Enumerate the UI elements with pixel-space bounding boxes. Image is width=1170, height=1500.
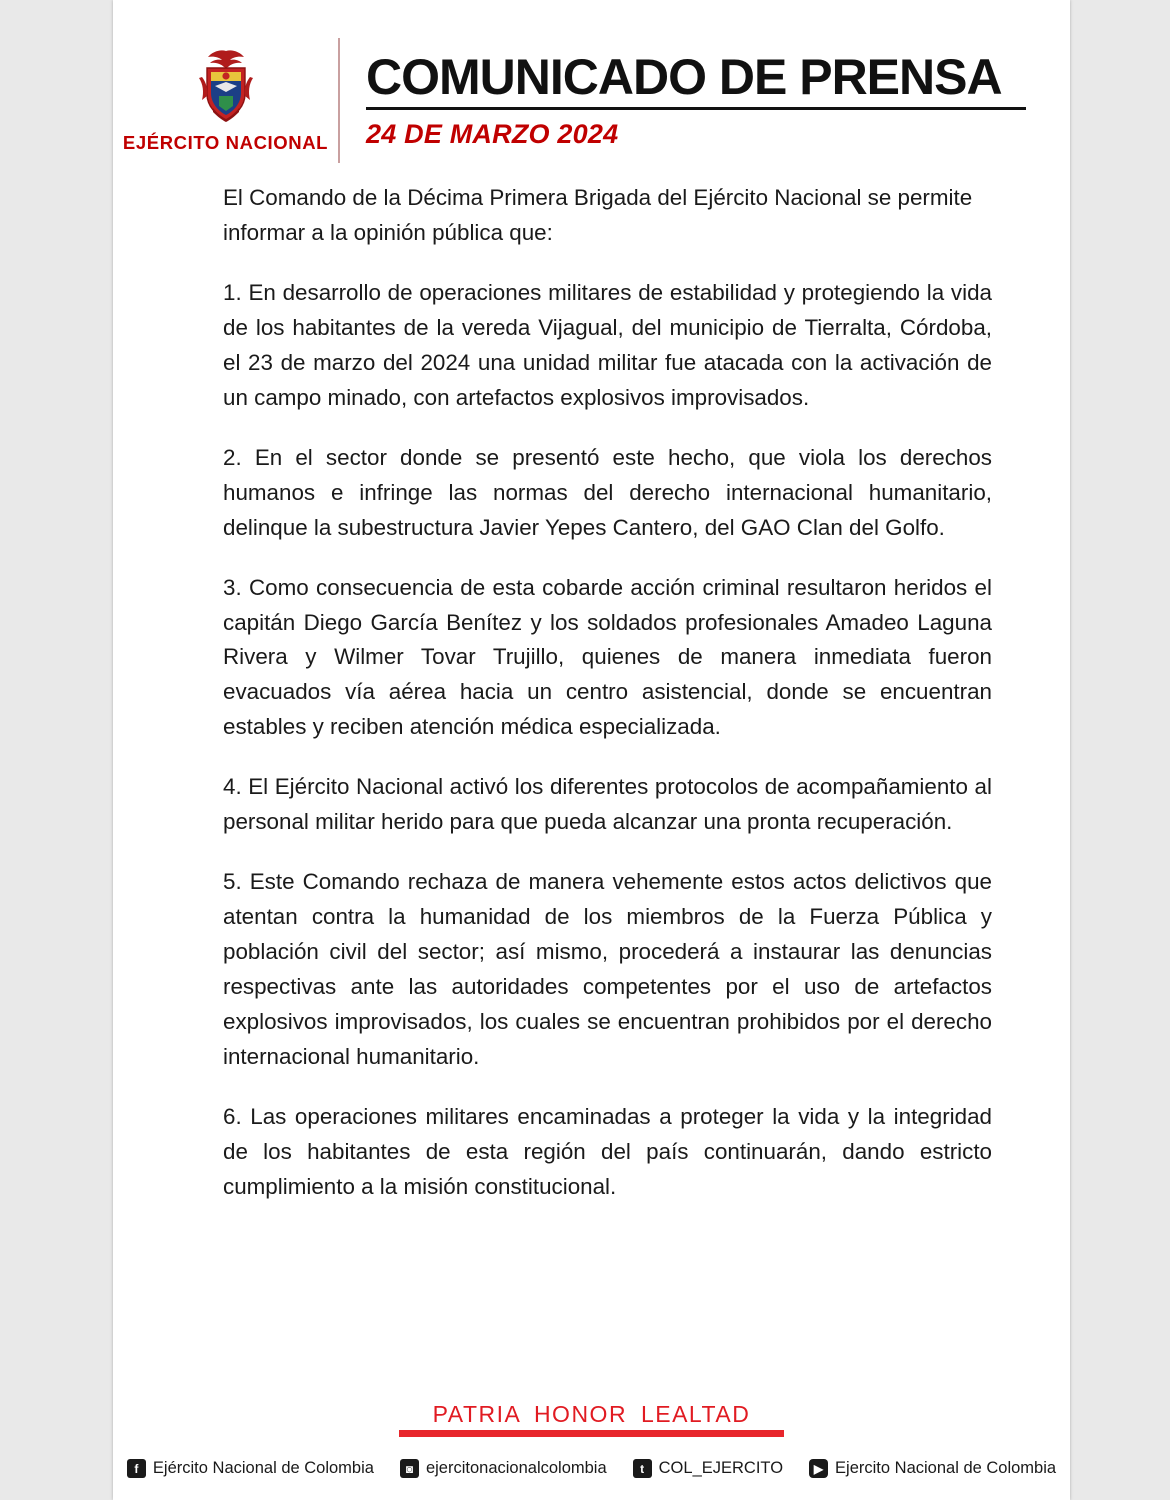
title-underline <box>366 107 1026 110</box>
header-divider <box>338 38 340 163</box>
document-body <box>113 171 1070 1205</box>
paragraph-2: 2. En el sector donde se presentó este hecho, que viola los derechos humanos e infringe las normas del derecho internacional humanitario, delinque la subestructura Javier Yepes Cantero, del GAO Clan del Golfo. <box>223 444 992 540</box>
social-link-youtube[interactable] <box>809 1459 1056 1478</box>
paragraph-3: 3. Como consecuencia de esta cobarde acción criminal resultaron heridos el capitán Diego García Benítez y los soldados profesionales Amadeo Laguna Rivera y Wilmer Tovar Trujillo, quienes de manera inmediata fueron evacuados vía aérea hacia un centro asistencial, donde se encuentran estables y reciben atención médica especializada. <box>223 574 992 740</box>
document-date: 24 DE MARZO 2024 <box>366 118 619 149</box>
page-title: COMUNICADO DE PRENSA <box>366 48 1002 105</box>
youtube-icon: ▶ <box>809 1459 828 1478</box>
twitter-icon: t <box>633 1459 652 1478</box>
paragraph-4: 4. El Ejército Nacional activó los diferentes protocolos de acompañamiento al personal militar herido para que pueda alcanzar una pronta recuperación. <box>223 774 992 835</box>
document-header <box>113 0 1070 171</box>
national-army-coat-of-arms-icon <box>193 48 259 126</box>
motto-block <box>113 1401 1070 1437</box>
social-link-facebook[interactable] <box>127 1459 374 1478</box>
social-label-youtube: Ejercito Nacional de Colombia <box>835 1459 1057 1477</box>
document-footer <box>113 1401 1070 1478</box>
paragraph-intro: El Comando de la Décima Primera Brigada del Ejército Nacional se permite informar a la opinión pública que: <box>223 185 973 245</box>
motto-underline <box>399 1430 784 1437</box>
social-links-row <box>113 1459 1070 1478</box>
social-label-facebook: Ejército Nacional de Colombia <box>152 1459 374 1477</box>
facebook-icon: f <box>127 1459 146 1478</box>
crest-block <box>113 48 338 154</box>
paragraph-5: 5. Este Comando rechaza de manera vehemente estos actos delictivos que atentan contra la humanidad de los miembros de la Fuerza Pública y población civil del sector; así mismo, procederá a instaurar las denuncias respectivas ante las autoridades competentes por el uso de artefactos explosivos improvisados, los cuales se encuentran prohibidos por el derecho internacional humanitario. <box>223 869 992 1070</box>
crest-label: EJÉRCITO NACIONAL <box>122 131 329 153</box>
social-label-instagram: ejercitonacionalcolombia <box>425 1459 607 1477</box>
instagram-icon: ◙ <box>400 1459 419 1478</box>
paragraph-6: 6. Las operaciones militares encaminadas a proteger la vida y la integridad de los habitantes de esta región del país continuarán, dando estricto cumplimiento a la misión constitucional. <box>223 1103 992 1199</box>
social-link-twitter[interactable] <box>633 1459 783 1478</box>
title-block <box>362 48 1070 150</box>
motto-text: PATRIA HONOR LEALTAD <box>432 1401 751 1427</box>
press-release-document <box>113 0 1070 1500</box>
social-link-instagram[interactable] <box>400 1459 607 1478</box>
paragraph-1: 1. En desarrollo de operaciones militares de estabilidad y protegiendo la vida de los habitantes de la vereda Vijagual, del municipio de Tierralta, Córdoba, el 23 de marzo del 2024 una unidad militar fue atacada con la activación de un campo minado, con artefactos explosivos improvisados. <box>223 279 992 410</box>
social-label-twitter: COL_EJERCITO <box>658 1459 784 1477</box>
